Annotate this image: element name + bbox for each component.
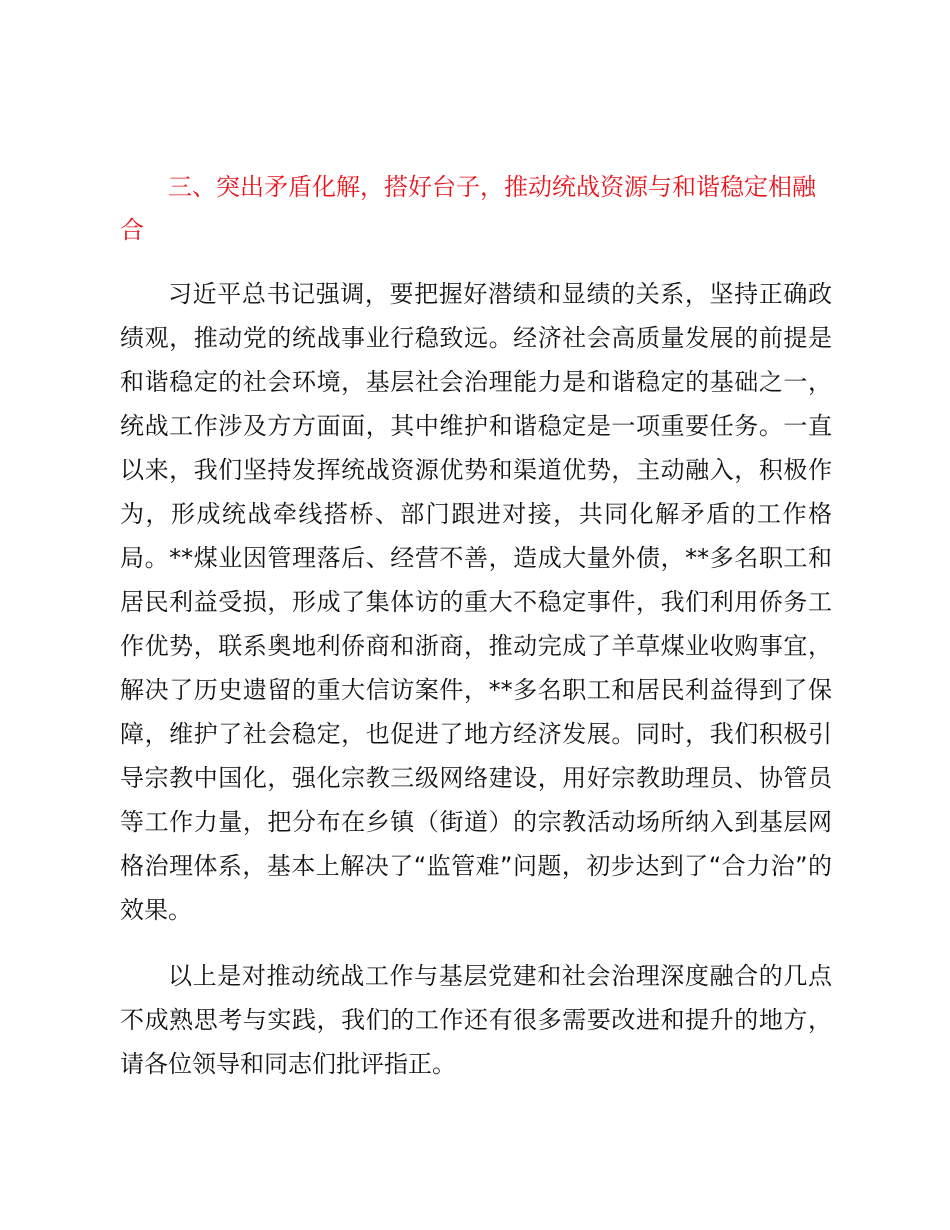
body-paragraph-2: 以上是对推动统战工作与基层党建和社会治理深度融合的几点不成熟思考与实践，我们的工作还有很多需要改进和提升的地方，请各位领导和同志们批评指正。 — [120, 962, 832, 1078]
body-paragraph-1: 习近平总书记强调，要把握好潜绩和显绩的关系，坚持正确政绩观，推动党的统战事业行稳致远。经济社会高质量发展的前提是和谐稳定的社会环境，基层社会治理能力是和谐稳定的基础之一，统战工作涉及方方面面，其中维护和谐稳定是一项重要任务。一直以来，我们坚持发挥统战资源优势和渠道优势，主动融入，积极作为，形成统战牵线搭桥、部门跟进对接，共同化解矛盾的工作格局。**煤业因管理落后、经营不善，造成大量外债，**多名职工和居民利益受损，形成了集体访的重大不稳定事件，我们利用侨务工作优势，联系奥地利侨商和浙商，推动完成了羊草煤业收购事宜，解决了历史遗留的重大信访案件，**多名职工和居民利益得到了保障，维护了社会稳定，也促进了地方经济发展。同时，我们积极引导宗教中国化，强化宗教三级网络建设，用好宗教助理员、协管员等工作力量，把分布在乡镇（街道）的宗教活动场所纳入到基层网格治理体系，基本上解决了“监管难”问题，初步达到了“合力治”的效果。 — [120, 280, 832, 924]
section-heading: 三、突出矛盾化解，搭好台子，推动统战资源与和谐稳定相融合 — [120, 173, 816, 244]
document-body — [120, 166, 832, 1086]
